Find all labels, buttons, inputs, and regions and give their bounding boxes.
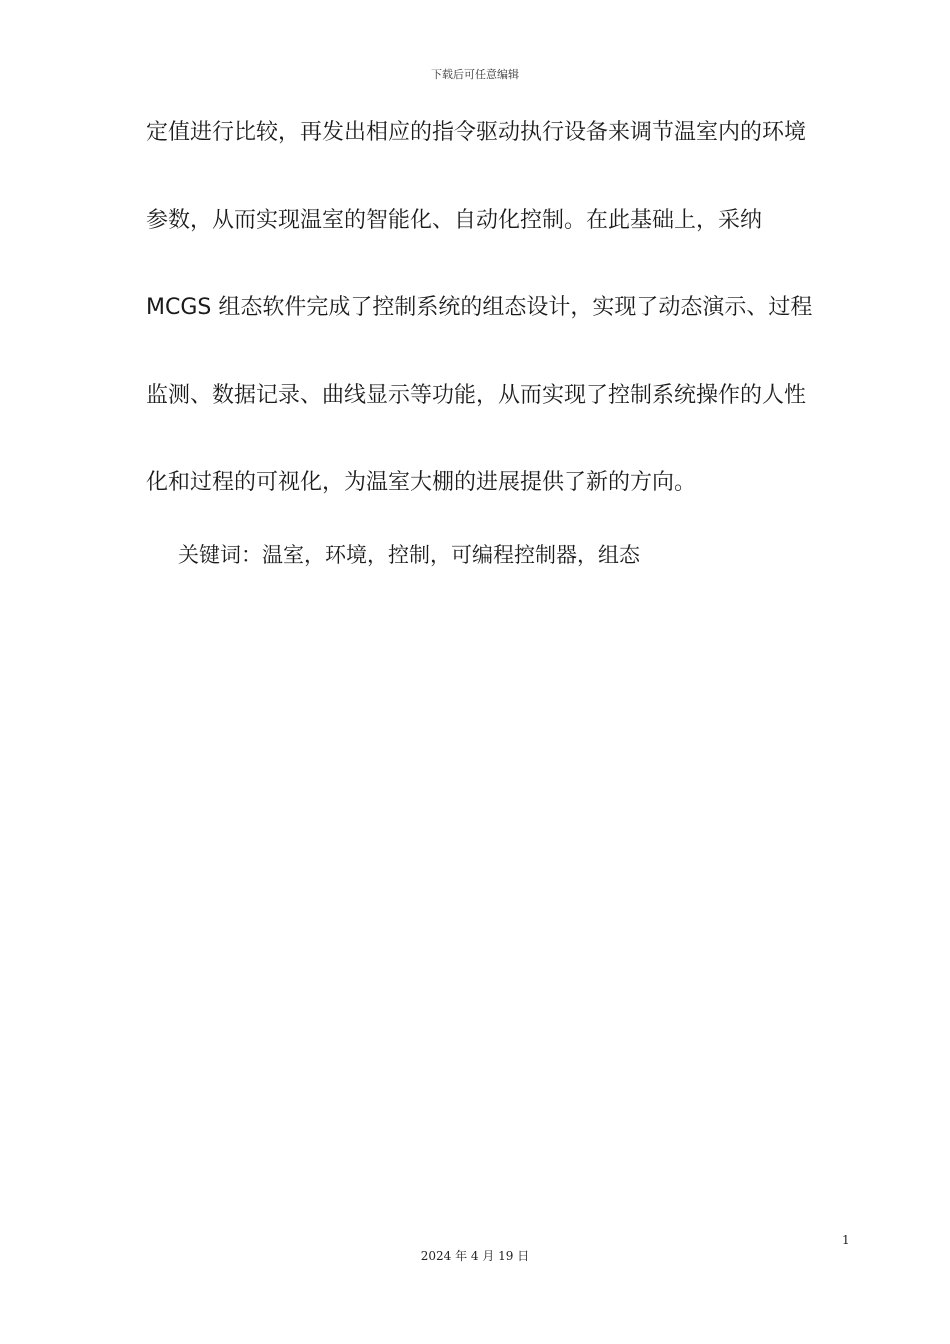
footer-date: 2024 年 4 月 19 日	[420, 1249, 530, 1263]
keywords-line: 关键词：温室，环境，控制，可编程控制器，组态	[178, 543, 640, 567]
body-line-4: 监测、数据记录、曲线显示等功能，从而实现了控制系统操作的人性	[146, 383, 807, 408]
body-line-1: 定值进行比较，再发出相应的指令驱动执行设备来调节温室内的环境	[146, 120, 807, 145]
body-line-5: 化和过程的可视化，为温室大棚的进展提供了新的方向。	[146, 470, 697, 495]
header-note: 下载后可任意编辑	[431, 68, 519, 81]
page-number: 1	[842, 1233, 850, 1247]
body-line-3: MCGS 组态软件完成了控制系统的组态设计，实现了动态演示、过程	[146, 295, 813, 320]
body-line-2: 参数，从而实现温室的智能化、自动化控制。在此基础上，采纳	[146, 208, 763, 233]
